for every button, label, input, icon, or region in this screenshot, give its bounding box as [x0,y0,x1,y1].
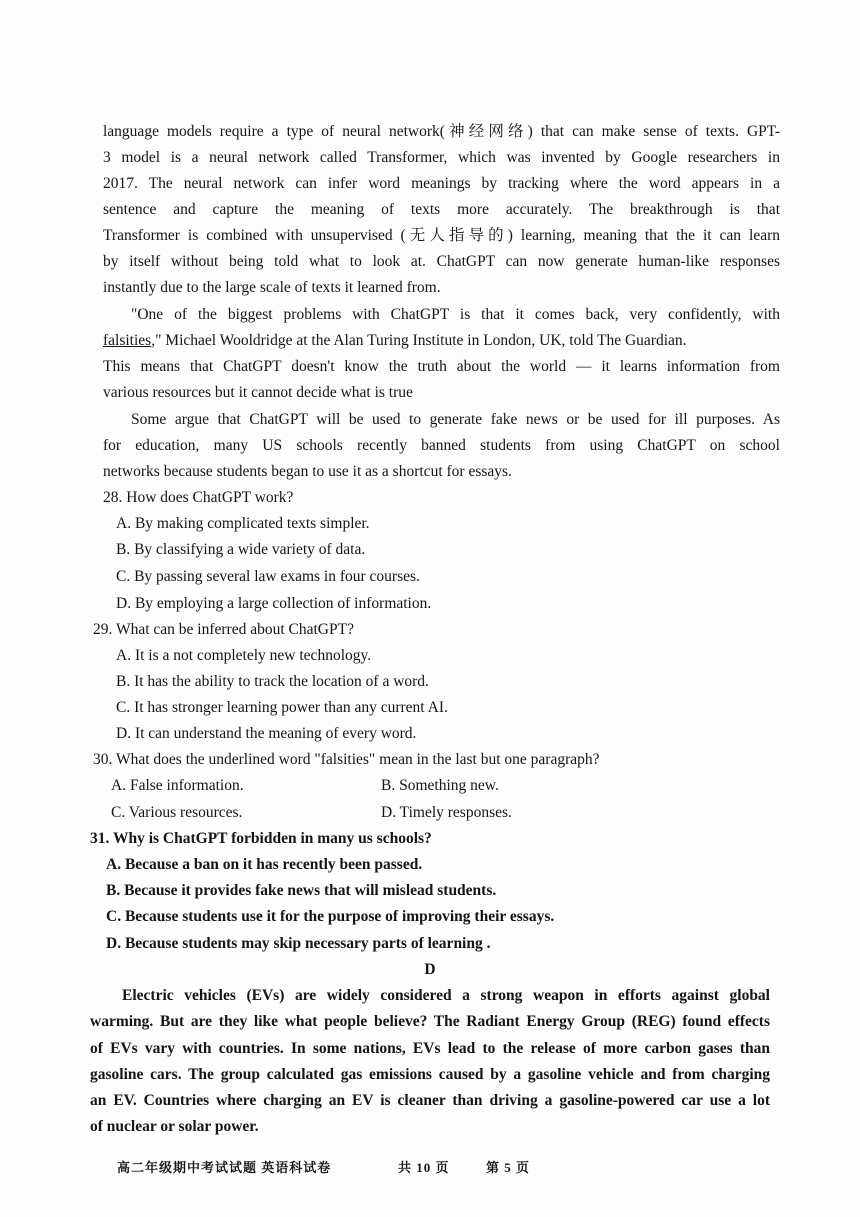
answer-option: A. It is a not completely new technology. [116,647,372,664]
passage-c-line: by itself without being told what to look at. ChatGPT can now generate human-like responses [103,253,780,270]
passage-d-line: of EVs vary with countries. In some nations, EVs lead to the release of more carbon gases than [90,1040,770,1057]
passage-d-line: gasoline cars. The group calculated gas emissions caused by a gasoline vehicle and from charging [90,1066,770,1083]
passage-c-line: sentence and capture the meaning of texts more accurately. The breakthrough is that [103,201,780,218]
passage-c-line: language models require a type of neural network(神经网络) that can make sense of texts. GPT- [103,123,780,140]
answer-option: B. It has the ability to track the location of a word. [116,673,429,690]
answer-option: B. By classifying a wide variety of data. [116,541,366,558]
passage-c-line: This means that ChatGPT doesn't know the truth about the world — it learns information from [103,358,780,375]
answer-option: A. False information. [111,777,244,794]
passage-c-line: 2017. The neural network can infer word meanings by tracking where the word appears in a [103,175,780,192]
passage-c-line-rest: ," Michael Wooldridge at the Alan Turing Institute in London, UK, told The Guardian. [151,332,687,349]
question-stem: 31. Why is ChatGPT forbidden in many us schools? [90,830,432,847]
passage-c-line: Transformer is combined with unsupervised (无人指导的) learning, meaning that the it can learn [103,227,780,244]
footer-total-pages: 共 10 页 [398,1160,450,1175]
passage-d-line: Electric vehicles (EVs) are widely considered a strong weapon in efforts against global [122,987,770,1004]
answer-option: A. Because a ban on it has recently been passed. [106,856,423,873]
answer-option: D. Timely responses. [381,804,512,821]
passage-c-line: Some argue that ChatGPT will be used to generate fake news or be used for ill purposes. As [131,411,780,428]
footer-exam-title: 高二年级期中考试试题 英语科试卷 [117,1160,332,1175]
answer-option: D. It can understand the meaning of every word. [116,725,417,742]
passage-d-line: an EV. Countries where charging an EV is cleaner than driving a gasoline-powered car use a lot [90,1092,770,1109]
question-stem: 29. What can be inferred about ChatGPT? [93,621,354,638]
answer-option: D. By employing a large collection of information. [116,595,432,612]
answer-option: D. Because students may skip necessary parts of learning . [106,935,491,952]
passage-c-line: 3 model is a neural network called Transformer, which was invented by Google researchers in [103,149,780,166]
answer-option: C. It has stronger learning power than any current AI. [116,699,448,716]
passage-c-line: instantly due to the large scale of texts it learned from. [103,279,441,296]
passage-c-line: "One of the biggest problems with ChatGPT is that it comes back, very confidently, with [131,306,780,323]
answer-option: A. By making complicated texts simpler. [116,515,370,532]
answer-option: B. Something new. [381,777,499,794]
passage-c-line: networks because students began to use it as a shortcut for essays. [103,463,512,480]
answer-option: B. Because it provides fake news that will mislead students. [106,882,497,899]
passage-c-line: various resources but it cannot decide what is true [103,384,413,401]
underlined-word-falsities: falsities [103,332,152,349]
question-stem: 28. How does ChatGPT work? [103,489,294,506]
passage-c-line [103,331,687,351]
answer-option: C. By passing several law exams in four courses. [116,568,420,585]
answer-option: C. Various resources. [111,804,243,821]
footer-page-number: 第 5 页 [486,1160,531,1175]
answer-option: C. Because students use it for the purpose of improving their essays. [106,908,555,925]
passage-d-line: of nuclear or solar power. [90,1118,259,1135]
section-heading: D [424,961,436,978]
question-stem: 30. What does the underlined word "falsities" mean in the last but one paragraph? [93,751,600,768]
passage-c-line: for education, many US schools recently banned students from using ChatGPT on school [103,437,780,454]
passage-d-line: warming. But are they like what people believe? The Radiant Energy Group (REG) found effects [90,1013,770,1030]
